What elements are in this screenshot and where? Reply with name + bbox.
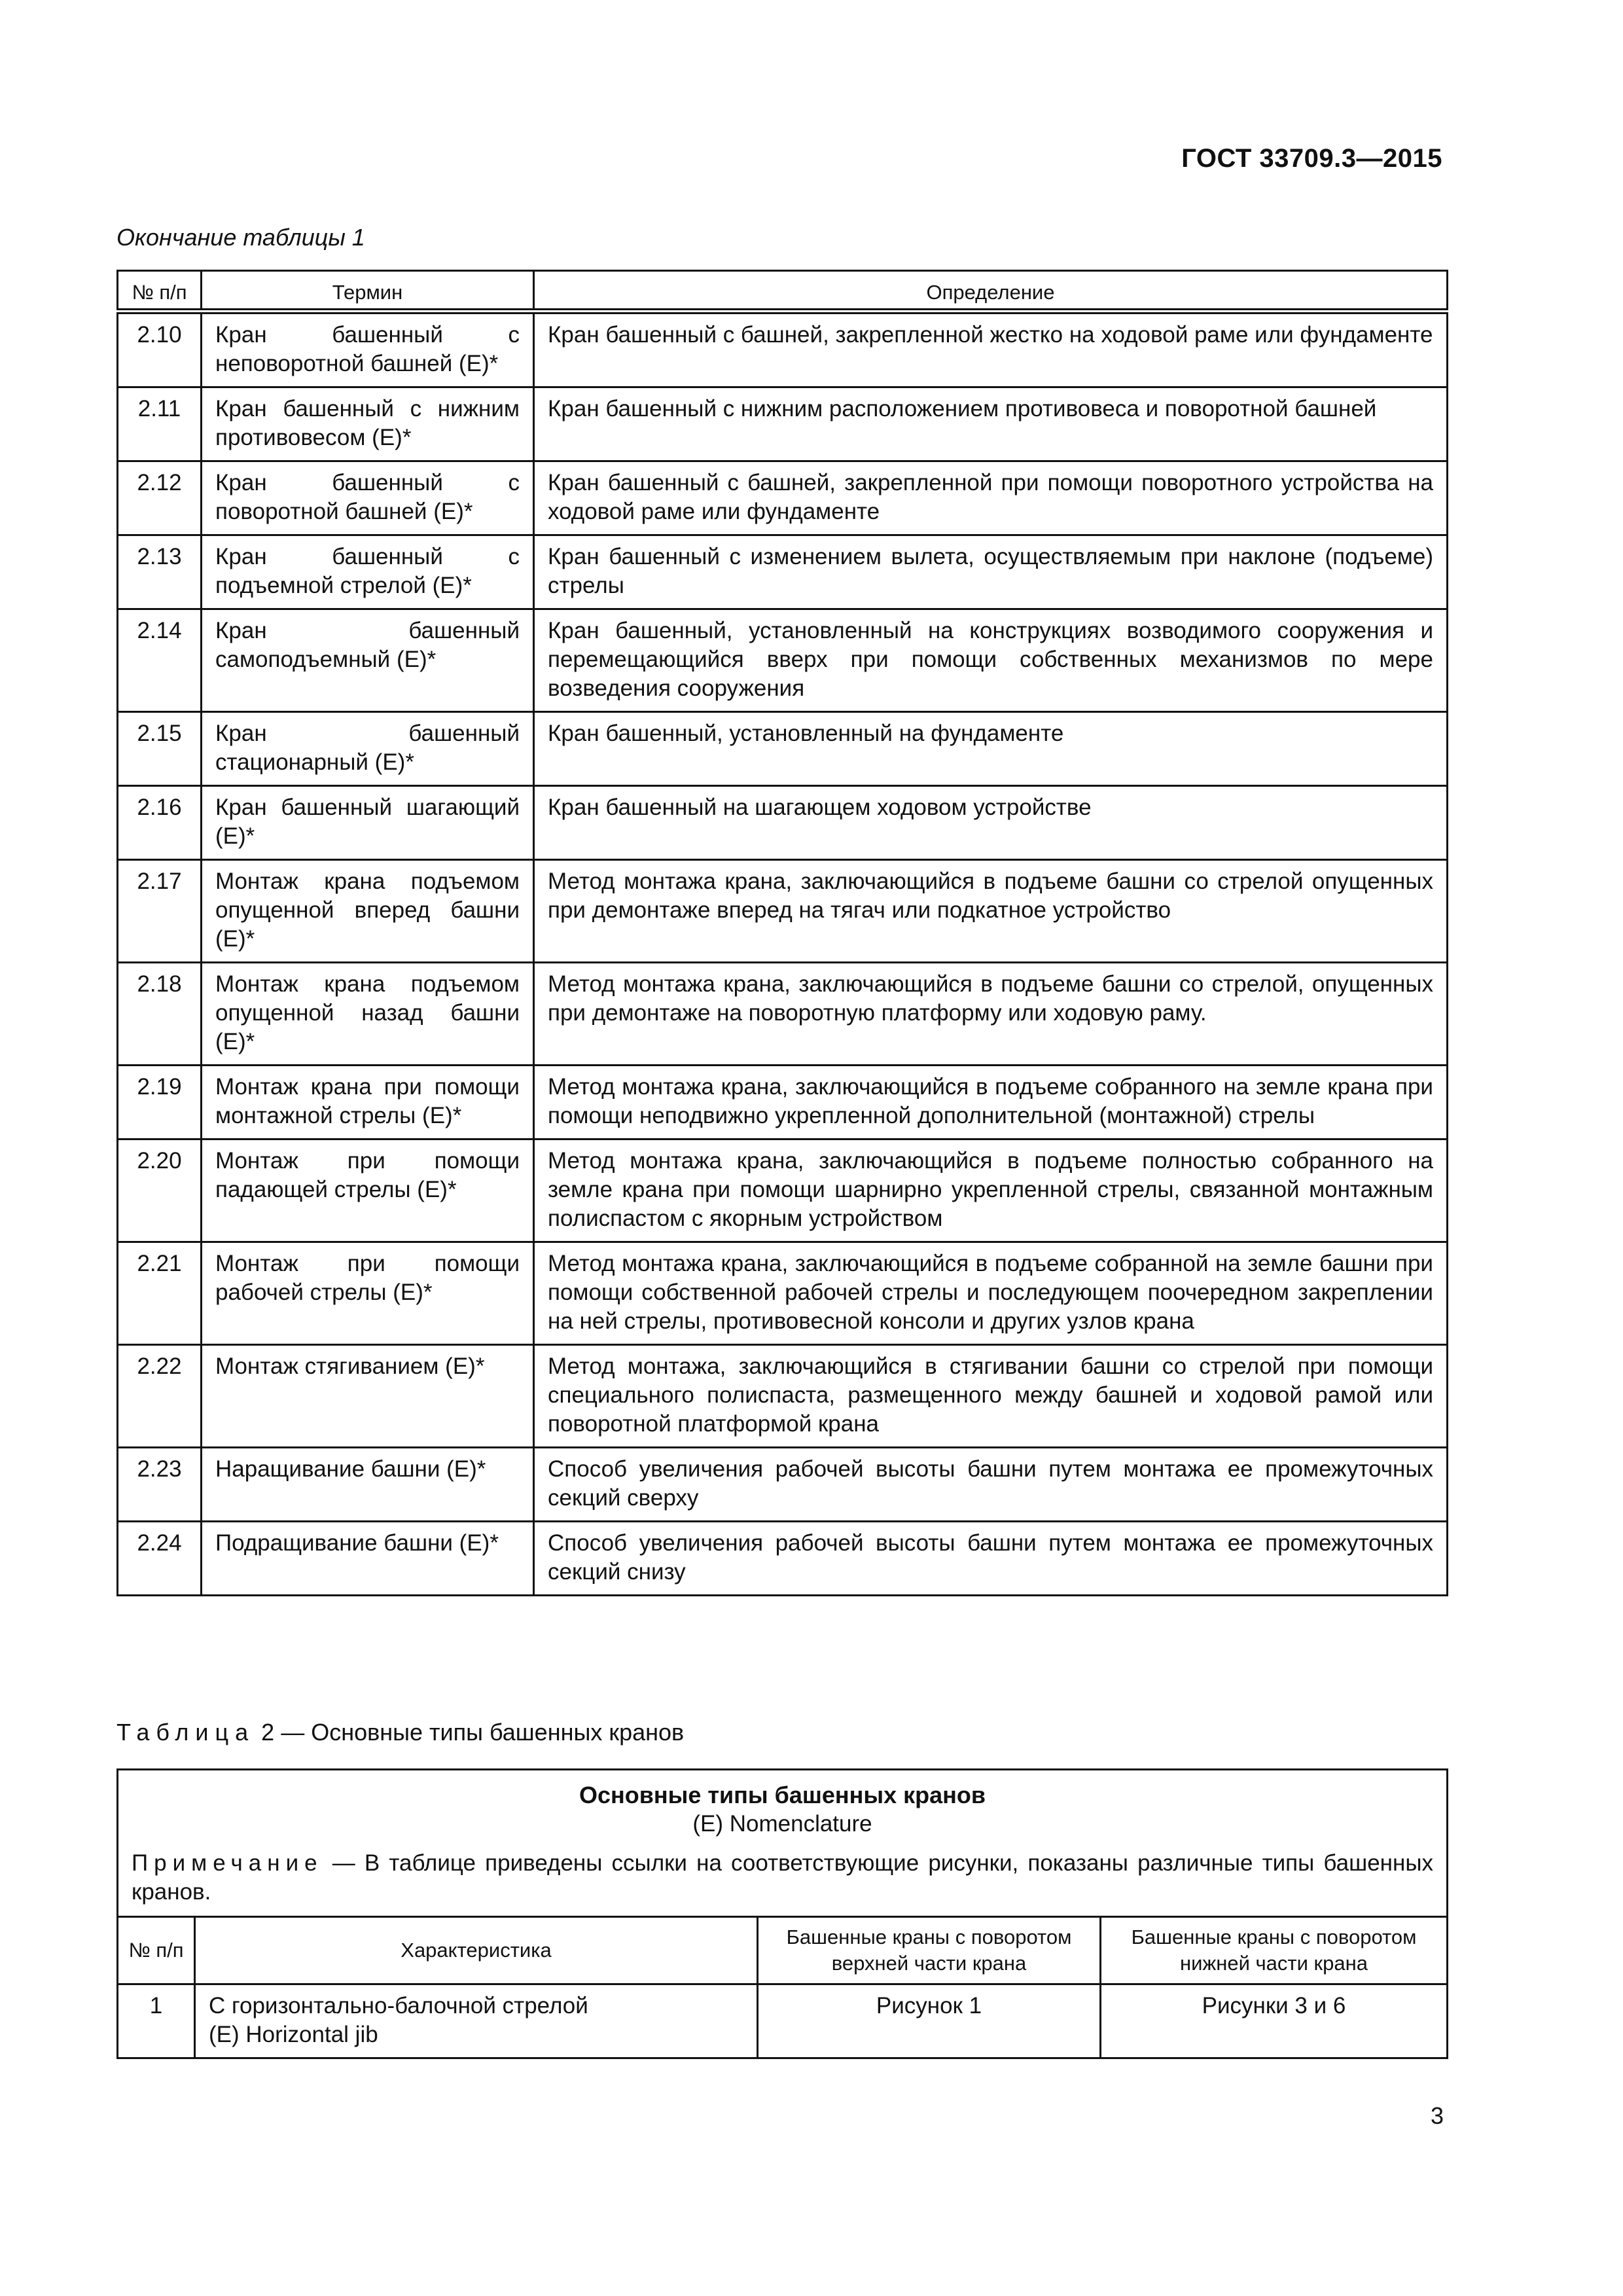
row-term: Монтаж стягиванием (Е)* <box>202 1345 534 1448</box>
crane-types-table <box>116 1768 1448 2059</box>
row-term: Монтаж крана подъемом опущенной вперед башни (Е)* <box>202 860 534 963</box>
table2-title: Основные типы башенных кранов <box>579 1782 986 1808</box>
row-number: 2.11 <box>118 387 202 461</box>
row-number: 2.13 <box>118 535 202 609</box>
characteristic-ru: С горизонтально-балочной стрелой <box>209 1993 588 2018</box>
row-number: 1 <box>118 1984 195 2058</box>
table-row <box>118 312 1448 387</box>
row-definition: Кран башенный с изменением вылета, осуществляемым при наклоне (подъеме) стрелы <box>534 535 1448 609</box>
row-term: Монтаж при помощи рабочей стрелы (Е)* <box>202 1242 534 1345</box>
row-definition: Метод монтажа, заключающийся в стягивании башни со стрелой при помощи специального полиспаста, размещенного между башней и ходовой рамой или поворотной платформой крана <box>534 1345 1448 1448</box>
row-number: 2.23 <box>118 1448 202 1522</box>
row-definition: Кран башенный с нижним расположением противовеса и поворотной башней <box>534 387 1448 461</box>
terms-table <box>116 270 1448 1596</box>
column-header-number: № п/п <box>118 271 202 312</box>
row-characteristic <box>195 1984 758 2058</box>
table-row <box>118 786 1448 860</box>
table-row <box>118 1448 1448 1522</box>
row-term: Кран башенный с неповоротной башней (Е)* <box>202 312 534 387</box>
table-row <box>118 712 1448 786</box>
document-code: ГОСТ 33709.3—2015 <box>1181 144 1442 173</box>
table2-title-row <box>118 1770 1448 1917</box>
row-lower-rotation: Рисунки 3 и 6 <box>1101 1984 1448 2058</box>
table2-subtitle: (E) Nomenclature <box>692 1811 872 1837</box>
row-definition: Метод монтажа крана, заключающийся в подъеме собранной на земле башни при помощи собственной рабочей стрелы и последующем поочередном закреплении на ней стрелы, противовесной консоли и других узлов крана <box>534 1242 1448 1345</box>
table-row <box>118 1522 1448 1596</box>
table2-col-number: № п/п <box>118 1917 195 1984</box>
row-term: Кран башенный с подъемной стрелой (Е)* <box>202 535 534 609</box>
row-number: 2.24 <box>118 1522 202 1596</box>
table-row <box>118 1242 1448 1345</box>
row-term: Кран башенный шагающий (Е)* <box>202 786 534 860</box>
row-number: 2.18 <box>118 963 202 1066</box>
table-row <box>118 963 1448 1066</box>
row-number: 2.17 <box>118 860 202 963</box>
table-row <box>118 1139 1448 1242</box>
row-term: Кран башенный самоподъемный (Е)* <box>202 609 534 712</box>
page-number: 3 <box>1430 2102 1444 2129</box>
row-number: 2.20 <box>118 1139 202 1242</box>
column-header-term: Термин <box>202 271 534 312</box>
table2-col-characteristic: Характеристика <box>195 1917 758 1984</box>
table2-note <box>132 1849 1433 1907</box>
row-number: 2.16 <box>118 786 202 860</box>
row-definition: Кран башенный на шагающем ходовом устройстве <box>534 786 1448 860</box>
table-row <box>118 461 1448 535</box>
row-term: Монтаж крана подъемом опущенной назад башни (Е)* <box>202 963 534 1066</box>
row-term: Кран башенный с поворотной башней (Е)* <box>202 461 534 535</box>
table2-note-text: — В таблице приведены ссылки на соответствующие рисунки, показаны различные типы башенных кранов. <box>132 1850 1433 1905</box>
row-definition: Кран башенный, установленный на конструкциях возводимого сооружения и перемещающийся вверх при помощи собственных механизмов по мере возведения сооружения <box>534 609 1448 712</box>
terms-table-body <box>118 312 1448 1596</box>
table-header-row <box>118 271 1448 312</box>
table1-caption: Окончание таблицы 1 <box>116 224 365 251</box>
table2-caption-text: 2 — Основные типы башенных кранов <box>261 1719 685 1746</box>
row-number: 2.21 <box>118 1242 202 1345</box>
row-term: Монтаж при помощи падающей стрелы (Е)* <box>202 1139 534 1242</box>
row-number: 2.12 <box>118 461 202 535</box>
table2-caption <box>116 1719 684 1746</box>
row-definition: Способ увеличения рабочей высоты башни путем монтажа ее промежуточных секций сверху <box>534 1448 1448 1522</box>
row-definition: Метод монтажа крана, заключающийся в подъеме собранного на земле крана при помощи неподвижно укрепленной дополнительной (монтажной) стрелы <box>534 1066 1448 1139</box>
characteristic-en: (E) Horizontal jib <box>209 2022 378 2047</box>
table2-caption-label: Таблица <box>116 1719 255 1746</box>
row-term: Кран башенный стационарный (Е)* <box>202 712 534 786</box>
table-row <box>118 609 1448 712</box>
table-row <box>118 1066 1448 1139</box>
row-number: 2.10 <box>118 312 202 387</box>
row-definition: Метод монтажа крана, заключающийся в подъеме полностью собранного на земле крана при помощи шарнирно укрепленной стрелы, связанной монтажным полиспастом с якорным устройством <box>534 1139 1448 1242</box>
table2-col-lower-rotation: Башенные краны с поворотом нижней части крана <box>1101 1917 1448 1984</box>
table-row <box>118 1984 1448 2058</box>
row-term: Монтаж крана при помощи монтажной стрелы (Е)* <box>202 1066 534 1139</box>
row-definition: Метод монтажа крана, заключающийся в подъеме башни со стрелой опущенных при демонтаже вперед на тягач или подкатное устройство <box>534 860 1448 963</box>
row-number: 2.15 <box>118 712 202 786</box>
table-row <box>118 1345 1448 1448</box>
row-term: Кран башенный с нижним противовесом (Е)* <box>202 387 534 461</box>
row-definition: Кран башенный с башней, закрепленной при помощи поворотного устройства на ходовой раме или фундаменте <box>534 461 1448 535</box>
row-term: Наращивание башни (Е)* <box>202 1448 534 1522</box>
row-term: Подращивание башни (Е)* <box>202 1522 534 1596</box>
row-definition: Кран башенный, установленный на фундаменте <box>534 712 1448 786</box>
table2-header-row <box>118 1917 1448 1984</box>
row-definition: Способ увеличения рабочей высоты башни путем монтажа ее промежуточных секций снизу <box>534 1522 1448 1596</box>
table2-title-cell <box>118 1770 1448 1917</box>
row-upper-rotation: Рисунок 1 <box>758 1984 1101 2058</box>
row-definition: Метод монтажа крана, заключающийся в подъеме башни со стрелой, опущенных при демонтаже на поворотную платформу или ходовую раму. <box>534 963 1448 1066</box>
column-header-definition: Определение <box>534 271 1448 312</box>
table-row <box>118 387 1448 461</box>
table-row <box>118 860 1448 963</box>
row-number: 2.14 <box>118 609 202 712</box>
table2-col-upper-rotation: Башенные краны с поворотом верхней части крана <box>758 1917 1101 1984</box>
row-number: 2.19 <box>118 1066 202 1139</box>
row-definition: Кран башенный с башней, закрепленной жестко на ходовой раме или фундаменте <box>534 312 1448 387</box>
table2-note-label: Примечание <box>132 1850 323 1876</box>
table-row <box>118 535 1448 609</box>
row-number: 2.22 <box>118 1345 202 1448</box>
